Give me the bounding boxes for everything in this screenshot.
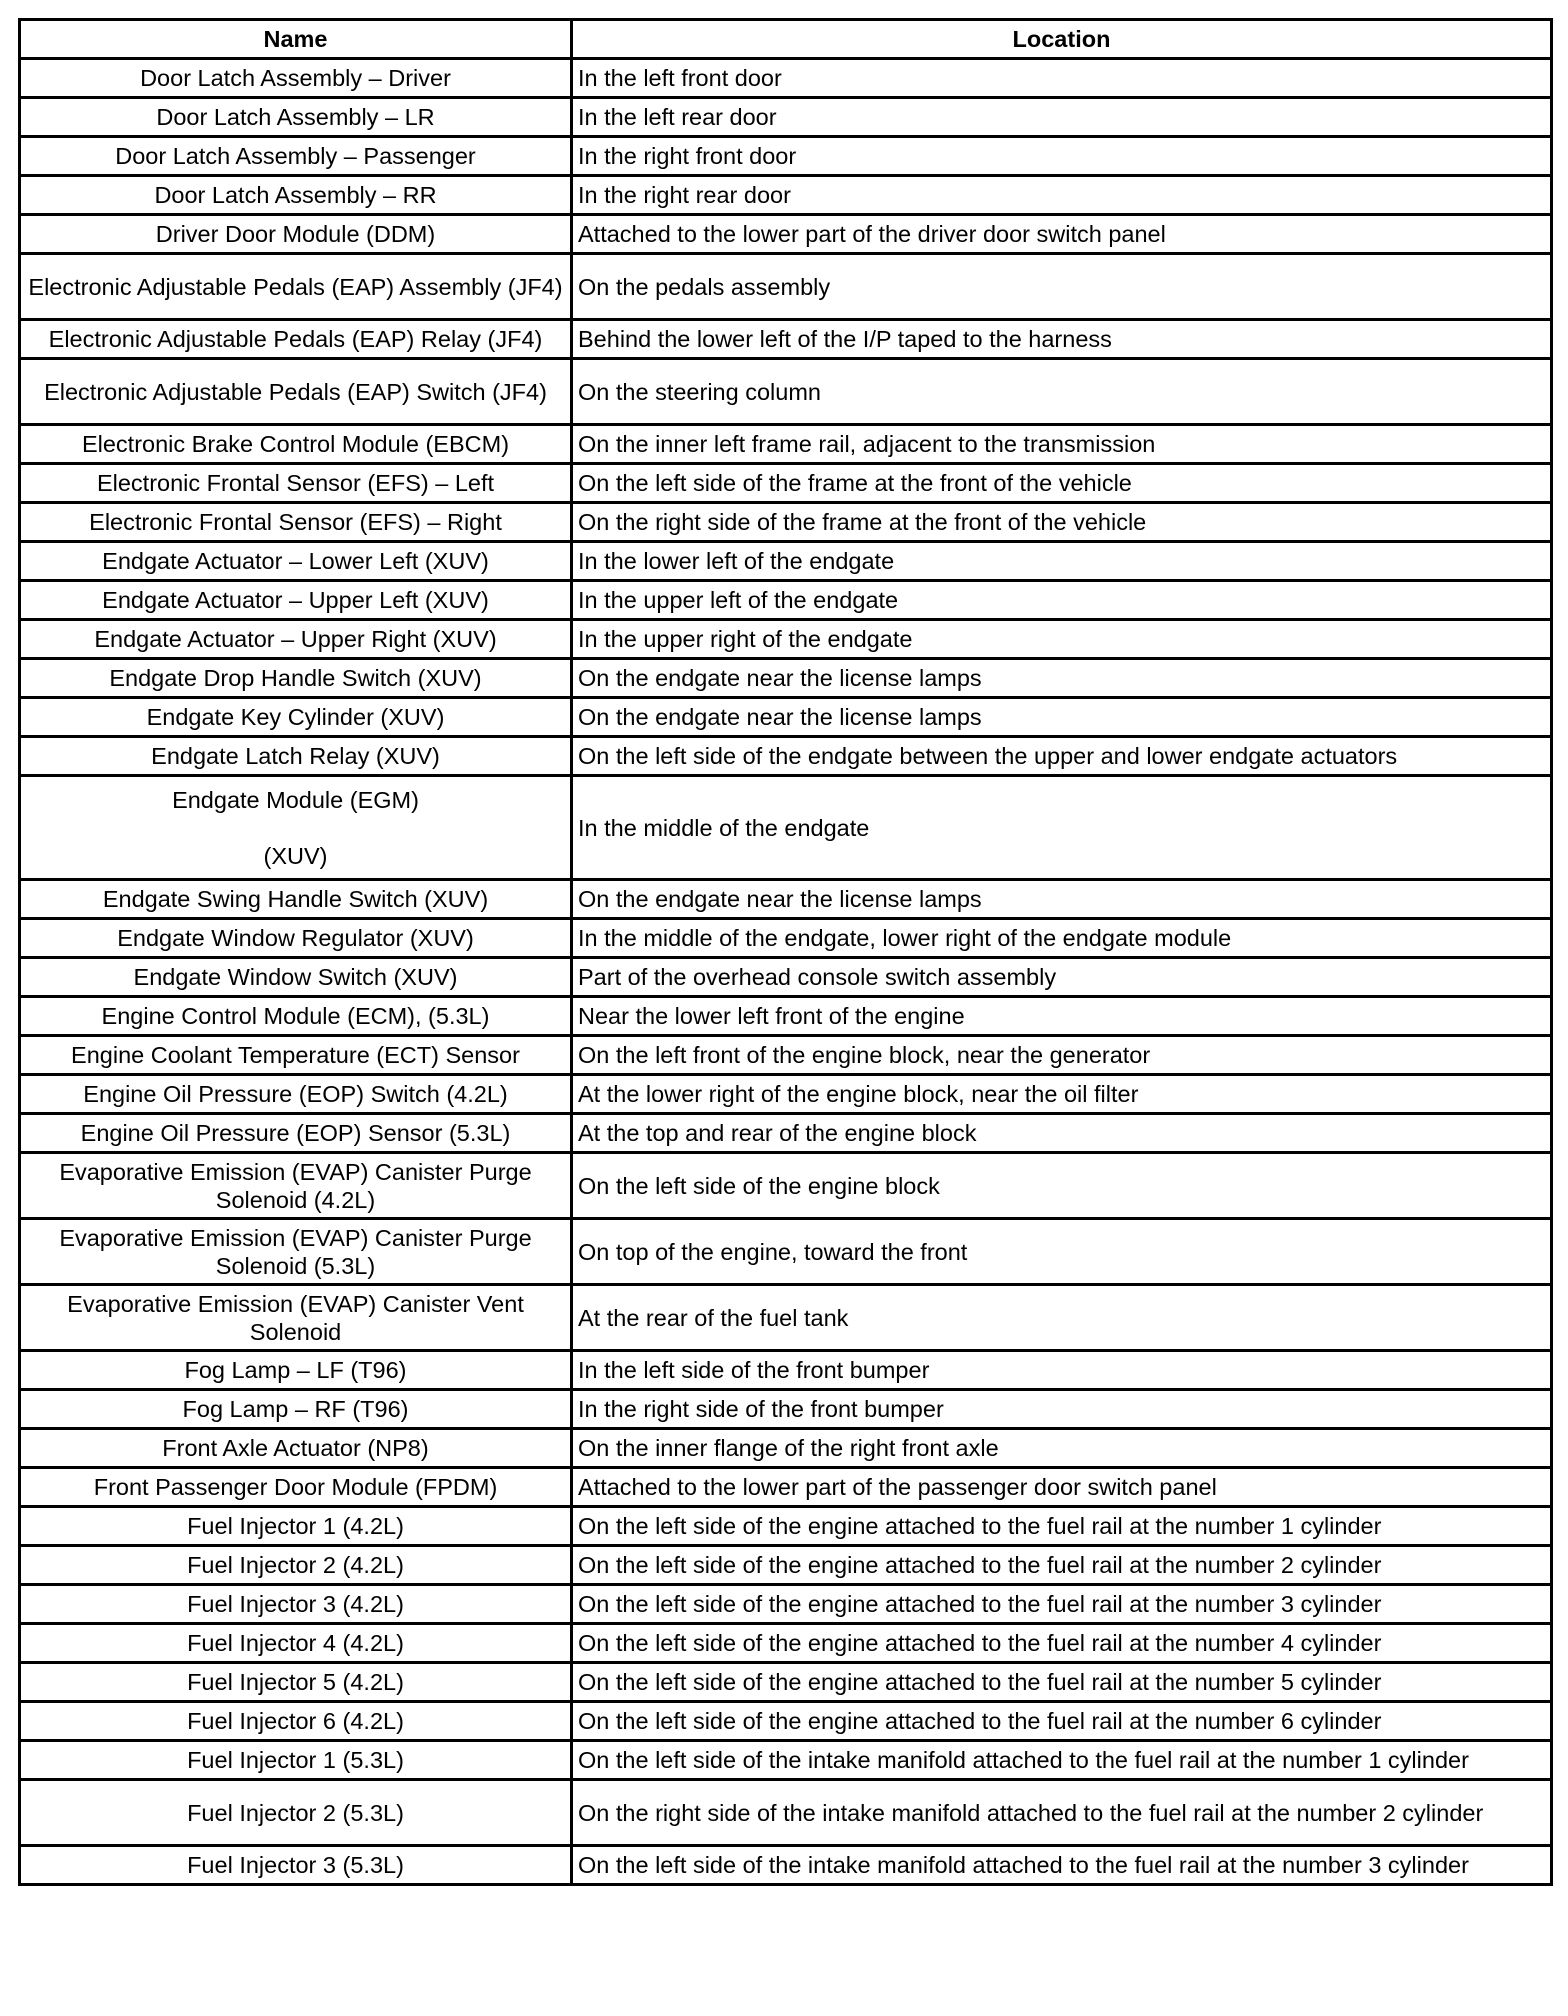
component-location-cell: In the right front door (572, 137, 1552, 176)
table-row (20, 1468, 1552, 1507)
component-location-cell: On the left side of the intake manifold attached to the fuel rail at the number 3 cylinder (572, 1846, 1552, 1885)
component-name-cell: Electronic Frontal Sensor (EFS) – Right (20, 503, 572, 542)
component-location-cell: On the left side of the engine attached to the fuel rail at the number 3 cylinder (572, 1585, 1552, 1624)
table-row (20, 59, 1552, 98)
component-name-cell: Door Latch Assembly – Driver (20, 59, 572, 98)
component-location-cell: On the right side of the intake manifold attached to the fuel rail at the number 2 cylinder (572, 1780, 1552, 1846)
table-row (20, 98, 1552, 137)
component-location-cell: On the left side of the engine attached to the fuel rail at the number 2 cylinder (572, 1546, 1552, 1585)
component-name-cell: Front Passenger Door Module (FPDM) (20, 1468, 572, 1507)
component-name-cell: Engine Coolant Temperature (ECT) Sensor (20, 1036, 572, 1075)
component-name-cell: Engine Oil Pressure (EOP) Sensor (5.3L) (20, 1114, 572, 1153)
component-name-cell: Engine Oil Pressure (EOP) Switch (4.2L) (20, 1075, 572, 1114)
component-location-cell: On the endgate near the license lamps (572, 880, 1552, 919)
component-location-cell: On the left side of the engine attached to the fuel rail at the number 5 cylinder (572, 1663, 1552, 1702)
component-location-cell: On top of the engine, toward the front (572, 1219, 1552, 1285)
component-name-cell: Electronic Brake Control Module (EBCM) (20, 425, 572, 464)
table-row (20, 1624, 1552, 1663)
component-name-cell: Evaporative Emission (EVAP) Canister Purge Solenoid (4.2L) (20, 1153, 572, 1219)
table-row (20, 1507, 1552, 1546)
component-location-cell: On the left side of the engine attached to the fuel rail at the number 1 cylinder (572, 1507, 1552, 1546)
component-name-cell: Door Latch Assembly – RR (20, 176, 572, 215)
table-row (20, 137, 1552, 176)
component-name-cell: Fuel Injector 2 (5.3L) (20, 1780, 572, 1846)
component-location-cell: On the inner left frame rail, adjacent to the transmission (572, 425, 1552, 464)
component-location-cell: On the left side of the engine attached to the fuel rail at the number 4 cylinder (572, 1624, 1552, 1663)
table-row (20, 581, 1552, 620)
component-name-cell: Endgate Window Regulator (XUV) (20, 919, 572, 958)
table-row (20, 880, 1552, 919)
component-location-cell: In the left side of the front bumper (572, 1351, 1552, 1390)
table-row (20, 359, 1552, 425)
table-row (20, 254, 1552, 320)
component-name-cell: Endgate Drop Handle Switch (XUV) (20, 659, 572, 698)
component-location-cell: In the lower left of the endgate (572, 542, 1552, 581)
table-row (20, 776, 1552, 880)
component-location-cell: On the left side of the endgate between the upper and lower endgate actuators (572, 737, 1552, 776)
component-name-cell: Engine Control Module (ECM), (5.3L) (20, 997, 572, 1036)
component-name-cell: Endgate Swing Handle Switch (XUV) (20, 880, 572, 919)
component-location-cell: On the left side of the engine attached to the fuel rail at the number 6 cylinder (572, 1702, 1552, 1741)
component-location-cell: In the left front door (572, 59, 1552, 98)
component-name-cell: Fog Lamp – LF (T96) (20, 1351, 572, 1390)
component-location-cell: Attached to the lower part of the passenger door switch panel (572, 1468, 1552, 1507)
table-row (20, 1585, 1552, 1624)
table-header-row (20, 20, 1552, 59)
component-location-cell: On the inner flange of the right front axle (572, 1429, 1552, 1468)
table-row (20, 1219, 1552, 1285)
component-name-cell: Endgate Module (EGM) (XUV) (20, 776, 572, 880)
table-row (20, 1702, 1552, 1741)
component-name-cell: Electronic Frontal Sensor (EFS) – Left (20, 464, 572, 503)
component-location-table (18, 18, 1553, 1886)
component-location-cell: Near the lower left front of the engine (572, 997, 1552, 1036)
table-row (20, 958, 1552, 997)
component-name-cell: Fuel Injector 2 (4.2L) (20, 1546, 572, 1585)
component-name-cell: Endgate Latch Relay (XUV) (20, 737, 572, 776)
component-name-cell: Door Latch Assembly – Passenger (20, 137, 572, 176)
component-name-cell: Endgate Actuator – Upper Left (XUV) (20, 581, 572, 620)
component-location-cell: On the steering column (572, 359, 1552, 425)
component-name-cell: Endgate Actuator – Upper Right (XUV) (20, 620, 572, 659)
table-row (20, 620, 1552, 659)
component-location-cell: On the left side of the intake manifold attached to the fuel rail at the number 1 cylinder (572, 1741, 1552, 1780)
component-name-cell: Electronic Adjustable Pedals (EAP) Switch (JF4) (20, 359, 572, 425)
table-row (20, 1153, 1552, 1219)
component-name-cell: Fuel Injector 4 (4.2L) (20, 1624, 572, 1663)
component-location-cell: In the upper right of the endgate (572, 620, 1552, 659)
component-location-cell: At the top and rear of the engine block (572, 1114, 1552, 1153)
table-row (20, 1114, 1552, 1153)
component-name-cell: Fuel Injector 1 (4.2L) (20, 1507, 572, 1546)
table-row (20, 698, 1552, 737)
component-name-cell: Fuel Injector 1 (5.3L) (20, 1741, 572, 1780)
table-row (20, 1285, 1552, 1351)
table-row (20, 1036, 1552, 1075)
table-row (20, 1429, 1552, 1468)
component-name-cell: Front Axle Actuator (NP8) (20, 1429, 572, 1468)
component-location-cell: In the left rear door (572, 98, 1552, 137)
component-location-cell: In the upper left of the endgate (572, 581, 1552, 620)
component-location-cell: Part of the overhead console switch assembly (572, 958, 1552, 997)
component-location-cell: In the middle of the endgate, lower right of the endgate module (572, 919, 1552, 958)
component-name-cell: Driver Door Module (DDM) (20, 215, 572, 254)
column-header-location: Location (572, 20, 1552, 59)
table-row (20, 997, 1552, 1036)
component-location-cell: On the left side of the engine block (572, 1153, 1552, 1219)
component-name-cell: Fuel Injector 3 (5.3L) (20, 1846, 572, 1885)
table-row (20, 1075, 1552, 1114)
table-row (20, 1846, 1552, 1885)
table-row (20, 425, 1552, 464)
component-location-table-container (18, 18, 1550, 1886)
component-location-cell: On the left side of the frame at the front of the vehicle (572, 464, 1552, 503)
component-location-cell: At the rear of the fuel tank (572, 1285, 1552, 1351)
component-location-cell: In the right side of the front bumper (572, 1390, 1552, 1429)
component-location-cell: Behind the lower left of the I/P taped to the harness (572, 320, 1552, 359)
table-row (20, 1546, 1552, 1585)
component-location-cell: On the left front of the engine block, near the generator (572, 1036, 1552, 1075)
component-location-cell: On the right side of the frame at the front of the vehicle (572, 503, 1552, 542)
table-row (20, 215, 1552, 254)
table-row (20, 1741, 1552, 1780)
table-row (20, 1663, 1552, 1702)
table-row (20, 1390, 1552, 1429)
component-location-cell: On the endgate near the license lamps (572, 659, 1552, 698)
component-location-cell: Attached to the lower part of the driver door switch panel (572, 215, 1552, 254)
table-row (20, 737, 1552, 776)
table-row (20, 176, 1552, 215)
table-row (20, 1780, 1552, 1846)
component-name-cell: Evaporative Emission (EVAP) Canister Vent Solenoid (20, 1285, 572, 1351)
component-name-cell: Endgate Window Switch (XUV) (20, 958, 572, 997)
component-name-cell: Door Latch Assembly – LR (20, 98, 572, 137)
component-name-cell: Electronic Adjustable Pedals (EAP) Assembly (JF4) (20, 254, 572, 320)
component-location-cell: On the pedals assembly (572, 254, 1552, 320)
table-row (20, 464, 1552, 503)
component-name-cell: Evaporative Emission (EVAP) Canister Purge Solenoid (5.3L) (20, 1219, 572, 1285)
component-name-cell: Fog Lamp – RF (T96) (20, 1390, 572, 1429)
component-name-cell: Fuel Injector 3 (4.2L) (20, 1585, 572, 1624)
table-body (20, 59, 1552, 1885)
component-name-cell: Endgate Key Cylinder (XUV) (20, 698, 572, 737)
component-location-cell: In the middle of the endgate (572, 776, 1552, 880)
table-row (20, 659, 1552, 698)
column-header-name: Name (20, 20, 572, 59)
component-name-cell: Electronic Adjustable Pedals (EAP) Relay (JF4) (20, 320, 572, 359)
table-row (20, 320, 1552, 359)
table-row (20, 1351, 1552, 1390)
component-name-cell: Fuel Injector 6 (4.2L) (20, 1702, 572, 1741)
component-location-cell: On the endgate near the license lamps (572, 698, 1552, 737)
component-name-cell: Endgate Actuator – Lower Left (XUV) (20, 542, 572, 581)
component-location-cell: At the lower right of the engine block, near the oil filter (572, 1075, 1552, 1114)
table-row (20, 503, 1552, 542)
component-location-cell: In the right rear door (572, 176, 1552, 215)
table-row (20, 919, 1552, 958)
table-row (20, 542, 1552, 581)
component-name-cell: Fuel Injector 5 (4.2L) (20, 1663, 572, 1702)
